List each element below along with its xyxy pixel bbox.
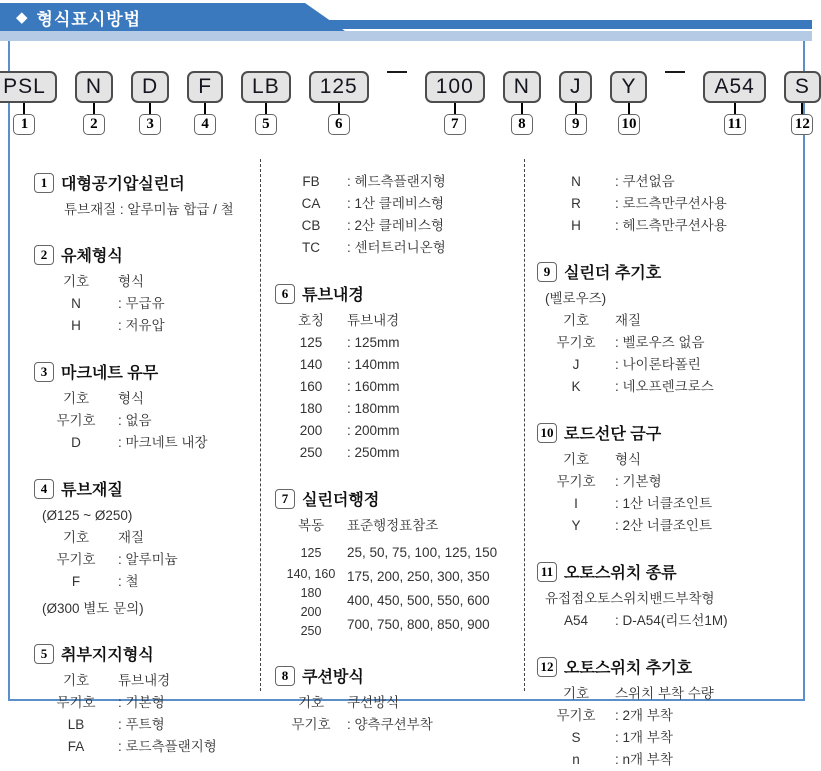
row-desc: : 저유압: [118, 318, 165, 333]
row-code: 무기호: [556, 708, 596, 723]
row-code: R: [571, 196, 581, 211]
section-number-badge: 10: [537, 423, 557, 443]
row-desc: 쿠션방식: [347, 695, 400, 710]
section-title-row: [34, 243, 254, 266]
row-desc: : 로드측만쿠션사용: [615, 196, 727, 211]
row-desc: : 푸트형: [118, 717, 165, 732]
code-segment: [241, 71, 291, 135]
legend-row: [537, 376, 797, 398]
legend-row: [537, 171, 797, 193]
row-code: FB: [302, 174, 320, 189]
connector-line: [575, 103, 577, 114]
section-title-row: [34, 642, 254, 665]
section-number-badge: 3: [34, 362, 54, 382]
row-code: F: [71, 574, 81, 589]
column-header-row: [537, 683, 797, 705]
row-desc: : 로드측플랜지형: [118, 739, 217, 754]
row-desc: : 1산 너클조인트: [615, 496, 713, 511]
code-segment: [0, 71, 57, 135]
row-desc: : 200mm: [347, 423, 400, 438]
row-code: 160: [299, 379, 323, 394]
code-segment: [703, 71, 765, 135]
legend-section: [537, 655, 797, 771]
code-box: 125: [309, 71, 369, 103]
legend-section: [275, 487, 518, 641]
row-desc: : 140mm: [347, 357, 400, 372]
legend-row: [537, 515, 797, 537]
section-title-row: [34, 171, 254, 194]
row-code: 기호: [62, 673, 90, 688]
section-number-badge: 5: [34, 644, 54, 664]
section-title-row: [275, 664, 518, 687]
code-box: N: [75, 71, 113, 103]
code-box: S: [784, 71, 821, 103]
continuation-rows: [537, 171, 797, 237]
row-desc: : 180mm: [347, 401, 400, 416]
legend-row: [275, 714, 518, 736]
row-code: 무기호: [56, 552, 96, 567]
row-code: 기호: [297, 695, 325, 710]
row-desc: : 1개 부착: [615, 730, 673, 745]
legend-section: [34, 360, 254, 454]
row-code: 무기호: [291, 717, 331, 732]
row-desc: 형식: [615, 452, 642, 467]
number-badge: 10: [618, 114, 640, 135]
section-number-badge: 7: [275, 489, 295, 509]
code-box: J: [559, 71, 593, 103]
row-code: 무기호: [556, 335, 596, 350]
code-segment: [503, 71, 541, 135]
row-desc: : 헤드측만쿠션사용: [615, 218, 727, 233]
stroke-value-line: 175, 200, 250, 300, 350: [347, 569, 490, 584]
legend-section: [537, 260, 797, 398]
stroke-value-line: 700, 750, 800, 850, 900: [347, 617, 490, 632]
section-title-row: [537, 260, 797, 283]
legend-row: [275, 171, 518, 193]
section-pre-note: 유접점오토스위치밴드부착형: [545, 591, 715, 606]
legend-column-2: [260, 159, 524, 732]
row-code: Y: [571, 518, 581, 533]
legend-row: [275, 193, 518, 215]
legend-row: [537, 354, 797, 376]
section-title-row: [275, 487, 518, 510]
legend-row: [34, 432, 254, 454]
dash-line: [665, 71, 685, 73]
section-title-row: [537, 421, 797, 444]
row-code: D: [71, 435, 81, 450]
section-title-row: [34, 477, 254, 500]
row-desc: : 1산 클레비스형: [347, 196, 445, 211]
column-header-row: [34, 271, 254, 293]
connector-line: [23, 103, 25, 114]
section-title: 튜브재질: [61, 482, 123, 499]
section-title: 실린더 추기호: [564, 265, 662, 282]
legend-row: [275, 237, 518, 259]
code-segment: [559, 71, 593, 135]
number-badge: 5: [255, 114, 277, 135]
legend-row: [34, 410, 254, 432]
row-code: 복동: [297, 518, 325, 533]
row-desc: : n개 부착: [615, 752, 673, 767]
row-desc: 형식: [118, 391, 145, 406]
number-badge: 12: [791, 114, 813, 135]
section-number-badge: 11: [537, 562, 557, 582]
column-header-row: [34, 670, 254, 692]
code-box: N: [503, 71, 541, 103]
section-note: 튜브재질 : 알루미늄 합급 / 철: [64, 202, 234, 217]
section-title: 쿠션방식: [302, 669, 364, 686]
section-number-badge: 4: [34, 479, 54, 499]
row-code: 무기호: [56, 695, 96, 710]
row-desc: : 기본형: [615, 474, 662, 489]
dash-separator: [387, 71, 407, 105]
code-segment: [309, 71, 369, 135]
legend-column-3: [524, 159, 803, 767]
stroke-values: [347, 541, 518, 641]
connector-line: [734, 103, 736, 114]
column-header-row: [275, 515, 518, 537]
section-number-badge: 2: [34, 245, 54, 265]
row-desc: : 무급유: [118, 296, 165, 311]
legend-section: [275, 664, 518, 736]
row-code: 기호: [562, 686, 590, 701]
stroke-sizes: [275, 541, 347, 641]
row-code: 기호: [562, 313, 590, 328]
code-box: A54: [703, 71, 765, 103]
legend-row: [275, 376, 518, 398]
dash-separator: [665, 71, 685, 105]
row-code: n: [572, 752, 580, 767]
legend-section: [34, 243, 254, 337]
column-header-row: [34, 388, 254, 410]
section-title: 대형공기압실린더: [61, 176, 185, 193]
page-title: 형식표시방법: [36, 9, 142, 29]
continuation-rows: [275, 171, 518, 259]
number-badge: 9: [565, 114, 587, 135]
code-box: PSL: [0, 71, 57, 103]
legend-row: [275, 354, 518, 376]
stroke-size: 180: [300, 586, 322, 600]
row-desc: : 센터트러니온형: [347, 240, 446, 255]
column-header-row: [537, 310, 797, 332]
section-title-row: [537, 560, 797, 583]
diamond-icon: ◆: [16, 8, 28, 26]
row-desc: : 쿠션없음: [615, 174, 675, 189]
section-title: 오토스위치 추기호: [564, 660, 693, 677]
legend-row: [34, 549, 254, 571]
legend-row: [537, 749, 797, 771]
row-code: LB: [67, 717, 85, 732]
section-number-badge: 12: [537, 657, 557, 677]
row-desc: : 2개 부착: [615, 708, 673, 723]
section-pre-note: (벨로우즈): [545, 291, 607, 306]
stroke-size: 250: [300, 624, 322, 638]
row-code: 140: [299, 357, 323, 372]
section-number-badge: 1: [34, 173, 54, 193]
section-title: 오토스위치 종류: [564, 565, 677, 582]
section-title-row: [275, 282, 518, 305]
section-post-note: (Ø300 별도 문의): [42, 601, 144, 616]
legend-row: [275, 442, 518, 464]
row-code: CB: [301, 218, 321, 233]
section-pre-note: (Ø125 ~ Ø250): [42, 508, 133, 523]
row-code: H: [71, 318, 81, 333]
section-title-row: [537, 655, 797, 678]
legend-row: [537, 193, 797, 215]
legend-row: [275, 332, 518, 354]
row-code: H: [571, 218, 581, 233]
legend-section: [275, 282, 518, 464]
section-number-badge: 9: [537, 262, 557, 282]
connector-line: [93, 103, 95, 114]
row-desc: 재질: [615, 313, 642, 328]
code-segment: [610, 71, 647, 135]
code-row: [3, 71, 810, 135]
legend-row: [537, 215, 797, 237]
row-desc: 튜브내경: [347, 313, 400, 328]
number-badge: 6: [328, 114, 350, 135]
number-badge: 2: [83, 114, 105, 135]
row-desc: 스위치 부착 수량: [615, 686, 714, 701]
code-box: Y: [610, 71, 647, 103]
row-desc: : 헤드측플랜지형: [347, 174, 446, 189]
header-title-group: [16, 3, 141, 31]
row-desc: : 2산 너클조인트: [615, 518, 713, 533]
row-desc: 튜브내경: [118, 673, 171, 688]
stroke-size: 140, 160: [286, 567, 336, 581]
row-desc: : 나이론타폴린: [615, 357, 701, 372]
row-desc: : 마크네트 내장: [118, 435, 208, 450]
section-title: 로드선단 금구: [564, 426, 662, 443]
code-segment: [131, 71, 169, 135]
row-code: 무기호: [556, 474, 596, 489]
row-code: 기호: [562, 452, 590, 467]
column-header-row: [537, 449, 797, 471]
row-desc: : 125mm: [347, 335, 400, 350]
row-desc: : 250mm: [347, 445, 400, 460]
row-desc: : 알루미늄: [118, 552, 178, 567]
legend-row: [537, 332, 797, 354]
header-accent-bar: [0, 31, 812, 41]
row-code: N: [71, 296, 81, 311]
row-code: 기호: [62, 530, 90, 545]
stroke-value-line: 25, 50, 75, 100, 125, 150: [347, 545, 498, 560]
code-box: 100: [425, 71, 485, 103]
column-header-row: [34, 527, 254, 549]
legend-row: [537, 610, 797, 632]
row-code: TC: [302, 240, 320, 255]
stroke-size: 125: [300, 546, 322, 560]
section-number-badge: 6: [275, 284, 295, 304]
row-code: I: [574, 496, 578, 511]
legend-row: [275, 215, 518, 237]
stroke-table: [275, 541, 518, 641]
row-desc: 표준행정표참조: [347, 518, 439, 533]
section-title-row: [34, 360, 254, 383]
legend-row: [537, 727, 797, 749]
column-header-row: [275, 692, 518, 714]
legend-row: [34, 315, 254, 337]
section-title: 유체형식: [61, 248, 123, 265]
row-desc: : D-A54(리드선1M): [615, 613, 728, 628]
row-code: CA: [301, 196, 321, 211]
section-title: 튜브내경: [302, 287, 364, 304]
connector-line: [265, 103, 267, 114]
number-badge: 7: [444, 114, 466, 135]
number-badge: 1: [13, 114, 35, 135]
connector-line: [801, 103, 803, 114]
row-desc: : 철: [118, 574, 139, 589]
row-code: J: [572, 357, 580, 372]
legend-row: [34, 692, 254, 714]
stroke-value-line: 400, 450, 500, 550, 600: [347, 593, 490, 608]
legend-section: [34, 477, 254, 619]
row-desc: : 기본형: [118, 695, 165, 710]
row-desc: : 네오프렌크로스: [615, 379, 714, 394]
section-title: 취부지지형식: [61, 647, 154, 664]
number-badge: 4: [194, 114, 216, 135]
legend-section: [537, 560, 797, 632]
code-box: F: [187, 71, 223, 103]
row-code: S: [571, 730, 581, 745]
code-segment: [75, 71, 113, 135]
row-code: K: [571, 379, 581, 394]
legend-row: [537, 471, 797, 493]
row-code: FA: [67, 739, 85, 754]
row-code: 호칭: [297, 313, 325, 328]
legend-section: [537, 421, 797, 537]
code-segment: [187, 71, 223, 135]
row-code: 무기호: [56, 413, 96, 428]
row-code: 200: [299, 423, 323, 438]
row-desc: : 양측쿠션부착: [347, 717, 433, 732]
section-title: 실린더행정: [302, 492, 380, 509]
legend-row: [275, 420, 518, 442]
code-segment: [784, 71, 821, 135]
connector-line: [204, 103, 206, 114]
column-header-row: [275, 310, 518, 332]
legend-row: [275, 398, 518, 420]
legend-column-1: [10, 159, 260, 754]
number-badge: 11: [724, 114, 746, 135]
stroke-size: 200: [300, 605, 322, 619]
row-code: A54: [563, 613, 589, 628]
row-desc: : 없음: [118, 413, 152, 428]
number-badge: 8: [511, 114, 533, 135]
row-desc: : 2산 클레비스형: [347, 218, 445, 233]
legend-row: [537, 705, 797, 727]
legend-row: [34, 736, 254, 758]
row-code: 기호: [62, 391, 90, 406]
code-box: D: [131, 71, 169, 103]
connector-line: [338, 103, 340, 114]
dash-line: [387, 71, 407, 73]
row-code: 125: [299, 335, 323, 350]
number-badge: 3: [139, 114, 161, 135]
row-code: 기호: [62, 274, 90, 289]
legend-section: [34, 171, 254, 220]
connector-line: [628, 103, 630, 114]
row-desc: 재질: [118, 530, 145, 545]
legend: [10, 159, 803, 767]
section-title: 마크네트 유무: [61, 365, 159, 382]
content-frame: [3, 41, 810, 767]
legend-row: [537, 493, 797, 515]
row-desc: : 벨로우즈 없음: [615, 335, 705, 350]
legend-row: [34, 571, 254, 593]
code-box: LB: [241, 71, 291, 103]
connector-line: [454, 103, 456, 114]
section-number-badge: 8: [275, 666, 295, 686]
legend-section: [34, 642, 254, 758]
connector-line: [521, 103, 523, 114]
connector-line: [149, 103, 151, 114]
row-desc: : 160mm: [347, 379, 400, 394]
legend-row: [34, 293, 254, 315]
row-desc: 형식: [118, 274, 145, 289]
row-code: N: [571, 174, 581, 189]
row-code: 250: [299, 445, 323, 460]
legend-row: [34, 714, 254, 736]
code-segment: [425, 71, 485, 135]
row-code: 180: [299, 401, 323, 416]
